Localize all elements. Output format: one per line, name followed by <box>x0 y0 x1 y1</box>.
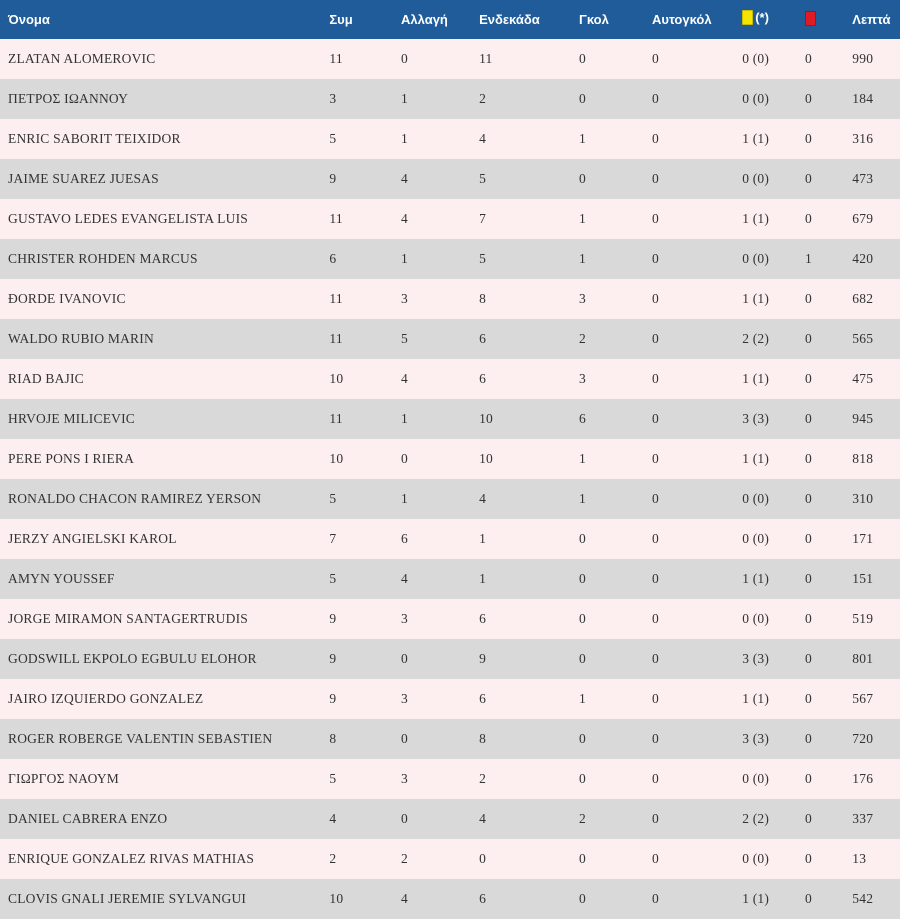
player-own-goals: 0 <box>644 719 734 759</box>
player-starts: 4 <box>471 799 571 839</box>
player-substitutions: 5 <box>393 319 471 359</box>
player-appearances: 11 <box>321 319 393 359</box>
player-name: PERE PONS I RIERA <box>0 439 321 479</box>
player-own-goals: 0 <box>644 199 734 239</box>
table-row[interactable] <box>0 879 900 919</box>
player-name: ROGER ROBERGE VALENTIN SEBASTIEN <box>0 719 321 759</box>
player-minutes: 679 <box>844 199 900 239</box>
player-own-goals: 0 <box>644 399 734 439</box>
player-appearances: 9 <box>321 599 393 639</box>
player-appearances: 2 <box>321 839 393 879</box>
player-yellow-cards: 0 (0) <box>734 159 797 199</box>
player-red-cards: 0 <box>797 759 844 799</box>
player-goals: 0 <box>571 879 644 919</box>
red-card-icon <box>805 11 816 26</box>
player-name: WALDO RUBIO MARIN <box>0 319 321 359</box>
player-red-cards: 0 <box>797 279 844 319</box>
player-red-cards: 0 <box>797 79 844 119</box>
player-starts: 7 <box>471 199 571 239</box>
player-goals: 0 <box>571 639 644 679</box>
player-appearances: 5 <box>321 119 393 159</box>
player-name: JERZY ANGIELSKI KAROL <box>0 519 321 559</box>
player-own-goals: 0 <box>644 239 734 279</box>
table-row[interactable] <box>0 279 900 319</box>
player-yellow-cards: 0 (0) <box>734 39 797 79</box>
player-goals: 1 <box>571 119 644 159</box>
player-minutes: 13 <box>844 839 900 879</box>
player-own-goals: 0 <box>644 479 734 519</box>
player-yellow-cards: 1 (1) <box>734 359 797 399</box>
player-own-goals: 0 <box>644 159 734 199</box>
player-appearances: 11 <box>321 399 393 439</box>
player-own-goals: 0 <box>644 839 734 879</box>
player-minutes: 565 <box>844 319 900 359</box>
player-starts: 11 <box>471 39 571 79</box>
player-yellow-cards: 2 (2) <box>734 319 797 359</box>
player-starts: 8 <box>471 719 571 759</box>
player-goals: 2 <box>571 319 644 359</box>
player-substitutions: 4 <box>393 359 471 399</box>
player-yellow-cards: 3 (3) <box>734 639 797 679</box>
player-red-cards: 0 <box>797 879 844 919</box>
player-minutes: 542 <box>844 879 900 919</box>
player-name: ENRIQUE GONZALEZ RIVAS MATHIAS <box>0 839 321 879</box>
player-appearances: 6 <box>321 239 393 279</box>
player-name: GODSWILL EKPOLO EGBULU ELOHOR <box>0 639 321 679</box>
player-name: RIAD BAJIC <box>0 359 321 399</box>
player-substitutions: 4 <box>393 199 471 239</box>
player-minutes: 184 <box>844 79 900 119</box>
player-yellow-cards: 3 (3) <box>734 399 797 439</box>
player-substitutions: 1 <box>393 479 471 519</box>
player-starts: 6 <box>471 599 571 639</box>
player-yellow-cards: 0 (0) <box>734 479 797 519</box>
player-name: ΓΙΩΡΓΟΣ ΝΑΟΥΜ <box>0 759 321 799</box>
column-header-minutes[interactable]: Λεπτά <box>844 0 900 39</box>
player-own-goals: 0 <box>644 759 734 799</box>
table-row[interactable] <box>0 479 900 519</box>
player-minutes: 151 <box>844 559 900 599</box>
player-appearances: 8 <box>321 719 393 759</box>
player-substitutions: 1 <box>393 399 471 439</box>
column-header-appearances[interactable]: Συμ <box>321 0 393 39</box>
table-row[interactable] <box>0 359 900 399</box>
player-minutes: 310 <box>844 479 900 519</box>
player-starts: 1 <box>471 559 571 599</box>
player-yellow-cards: 0 (0) <box>734 599 797 639</box>
player-substitutions: 1 <box>393 119 471 159</box>
player-starts: 6 <box>471 879 571 919</box>
player-goals: 1 <box>571 239 644 279</box>
player-name: ΠΕΤΡΟΣ ΙΩΑΝΝΟΥ <box>0 79 321 119</box>
player-appearances: 5 <box>321 759 393 799</box>
player-red-cards: 0 <box>797 199 844 239</box>
player-name: ZLATAN ALOMEROVIC <box>0 39 321 79</box>
player-yellow-cards: 0 (0) <box>734 79 797 119</box>
table-row[interactable] <box>0 759 900 799</box>
table-row[interactable] <box>0 319 900 359</box>
player-goals: 0 <box>571 719 644 759</box>
player-own-goals: 0 <box>644 279 734 319</box>
player-minutes: 990 <box>844 39 900 79</box>
player-substitutions: 0 <box>393 439 471 479</box>
yellow-card-icon <box>742 10 753 25</box>
player-substitutions: 4 <box>393 159 471 199</box>
table-row[interactable] <box>0 439 900 479</box>
player-goals: 3 <box>571 279 644 319</box>
player-own-goals: 0 <box>644 679 734 719</box>
player-appearances: 11 <box>321 39 393 79</box>
column-header-name[interactable]: Όνομα <box>0 0 321 39</box>
player-appearances: 5 <box>321 559 393 599</box>
player-red-cards: 0 <box>797 439 844 479</box>
player-substitutions: 0 <box>393 719 471 759</box>
player-goals: 1 <box>571 439 644 479</box>
table-row[interactable] <box>0 839 900 879</box>
player-own-goals: 0 <box>644 119 734 159</box>
player-yellow-cards: 3 (3) <box>734 719 797 759</box>
table-row[interactable] <box>0 719 900 759</box>
player-goals: 2 <box>571 799 644 839</box>
player-red-cards: 0 <box>797 599 844 639</box>
player-red-cards: 0 <box>797 679 844 719</box>
player-goals: 0 <box>571 79 644 119</box>
player-appearances: 10 <box>321 439 393 479</box>
player-own-goals: 0 <box>644 519 734 559</box>
table-row[interactable] <box>0 559 900 599</box>
column-header-red-cards[interactable] <box>797 0 844 39</box>
player-minutes: 337 <box>844 799 900 839</box>
player-appearances: 11 <box>321 279 393 319</box>
table-row[interactable] <box>0 159 900 199</box>
player-yellow-cards: 1 (1) <box>734 879 797 919</box>
player-goals: 1 <box>571 199 644 239</box>
player-minutes: 567 <box>844 679 900 719</box>
table-row[interactable] <box>0 119 900 159</box>
player-goals: 0 <box>571 559 644 599</box>
player-starts: 2 <box>471 79 571 119</box>
player-goals: 1 <box>571 479 644 519</box>
player-goals: 3 <box>571 359 644 399</box>
player-name: JAIRO IZQUIERDO GONZALEZ <box>0 679 321 719</box>
player-own-goals: 0 <box>644 879 734 919</box>
player-starts: 5 <box>471 239 571 279</box>
player-goals: 0 <box>571 839 644 879</box>
player-red-cards: 1 <box>797 239 844 279</box>
player-name: CHRISTER ROHDEN MARCUS <box>0 239 321 279</box>
player-starts: 9 <box>471 639 571 679</box>
player-red-cards: 0 <box>797 839 844 879</box>
player-appearances: 11 <box>321 199 393 239</box>
player-minutes: 519 <box>844 599 900 639</box>
player-appearances: 9 <box>321 159 393 199</box>
player-starts: 1 <box>471 519 571 559</box>
player-substitutions: 1 <box>393 239 471 279</box>
player-minutes: 475 <box>844 359 900 399</box>
player-goals: 0 <box>571 759 644 799</box>
table-header-row <box>0 0 900 39</box>
player-goals: 0 <box>571 519 644 559</box>
player-starts: 6 <box>471 359 571 399</box>
table-row[interactable] <box>0 399 900 439</box>
player-yellow-cards: 0 (0) <box>734 519 797 559</box>
player-name: HRVOJE MILICEVIC <box>0 399 321 439</box>
player-goals: 6 <box>571 399 644 439</box>
player-appearances: 4 <box>321 799 393 839</box>
player-starts: 10 <box>471 399 571 439</box>
player-substitutions: 0 <box>393 799 471 839</box>
player-own-goals: 0 <box>644 359 734 399</box>
player-own-goals: 0 <box>644 559 734 599</box>
player-appearances: 7 <box>321 519 393 559</box>
player-substitutions: 3 <box>393 759 471 799</box>
player-name: JAIME SUAREZ JUESAS <box>0 159 321 199</box>
player-starts: 4 <box>471 479 571 519</box>
player-goals: 0 <box>571 159 644 199</box>
player-appearances: 5 <box>321 479 393 519</box>
player-starts: 2 <box>471 759 571 799</box>
player-red-cards: 0 <box>797 519 844 559</box>
player-yellow-cards: 0 (0) <box>734 839 797 879</box>
player-minutes: 171 <box>844 519 900 559</box>
player-red-cards: 0 <box>797 479 844 519</box>
player-minutes: 473 <box>844 159 900 199</box>
player-substitutions: 6 <box>393 519 471 559</box>
column-header-goals[interactable]: Γκολ <box>571 0 644 39</box>
player-own-goals: 0 <box>644 39 734 79</box>
table-row[interactable] <box>0 519 900 559</box>
player-starts: 5 <box>471 159 571 199</box>
player-starts: 6 <box>471 319 571 359</box>
player-goals: 0 <box>571 599 644 639</box>
player-starts: 0 <box>471 839 571 879</box>
player-own-goals: 0 <box>644 799 734 839</box>
player-minutes: 945 <box>844 399 900 439</box>
player-yellow-cards: 2 (2) <box>734 799 797 839</box>
table-row[interactable] <box>0 639 900 679</box>
player-substitutions: 3 <box>393 679 471 719</box>
player-appearances: 10 <box>321 359 393 399</box>
player-name: RONALDO CHACON RAMIREZ YERSON <box>0 479 321 519</box>
player-yellow-cards: 1 (1) <box>734 199 797 239</box>
player-goals: 0 <box>571 39 644 79</box>
player-own-goals: 0 <box>644 639 734 679</box>
column-header-yellow-cards-label: (*) <box>755 10 769 25</box>
player-red-cards: 0 <box>797 159 844 199</box>
table-row[interactable] <box>0 799 900 839</box>
player-name: JORGE MIRAMON SANTAGERTRUDIS <box>0 599 321 639</box>
table-row[interactable] <box>0 39 900 79</box>
player-yellow-cards: 1 (1) <box>734 279 797 319</box>
player-yellow-cards: 0 (0) <box>734 239 797 279</box>
player-name: AMYN YOUSSEF <box>0 559 321 599</box>
column-header-substitutions[interactable]: Αλλαγή <box>393 0 471 39</box>
player-name: DANIEL CABRERA ENZO <box>0 799 321 839</box>
column-header-own-goals[interactable]: Αυτογκόλ <box>644 0 734 39</box>
player-starts: 4 <box>471 119 571 159</box>
player-minutes: 682 <box>844 279 900 319</box>
player-appearances: 9 <box>321 639 393 679</box>
player-yellow-cards: 0 (0) <box>734 759 797 799</box>
player-red-cards: 0 <box>797 799 844 839</box>
player-substitutions: 3 <box>393 599 471 639</box>
table-row[interactable] <box>0 79 900 119</box>
player-red-cards: 0 <box>797 319 844 359</box>
player-minutes: 720 <box>844 719 900 759</box>
player-starts: 10 <box>471 439 571 479</box>
player-goals: 1 <box>571 679 644 719</box>
table-row[interactable] <box>0 199 900 239</box>
player-substitutions: 4 <box>393 559 471 599</box>
player-substitutions: 0 <box>393 39 471 79</box>
table-row[interactable] <box>0 679 900 719</box>
player-minutes: 176 <box>844 759 900 799</box>
player-own-goals: 0 <box>644 319 734 359</box>
player-name: CLOVIS GNALI JEREMIE SYLVANGUI <box>0 879 321 919</box>
player-own-goals: 0 <box>644 439 734 479</box>
player-appearances: 9 <box>321 679 393 719</box>
player-red-cards: 0 <box>797 39 844 79</box>
player-red-cards: 0 <box>797 399 844 439</box>
player-starts: 8 <box>471 279 571 319</box>
player-red-cards: 0 <box>797 639 844 679</box>
table-row[interactable] <box>0 239 900 279</box>
table-row[interactable] <box>0 599 900 639</box>
column-header-starting-eleven[interactable]: Ενδεκάδα <box>471 0 571 39</box>
player-name: GUSTAVO LEDES EVANGELISTA LUIS <box>0 199 321 239</box>
player-appearances: 3 <box>321 79 393 119</box>
player-yellow-cards: 1 (1) <box>734 559 797 599</box>
player-own-goals: 0 <box>644 599 734 639</box>
player-red-cards: 0 <box>797 119 844 159</box>
player-yellow-cards: 1 (1) <box>734 439 797 479</box>
player-substitutions: 4 <box>393 879 471 919</box>
table-body <box>0 39 900 919</box>
player-minutes: 316 <box>844 119 900 159</box>
player-substitutions: 2 <box>393 839 471 879</box>
table-header <box>0 0 900 39</box>
player-starts: 6 <box>471 679 571 719</box>
player-yellow-cards: 1 (1) <box>734 679 797 719</box>
player-substitutions: 0 <box>393 639 471 679</box>
player-red-cards: 0 <box>797 559 844 599</box>
player-name: ENRIC SABORIT TEIXIDOR <box>0 119 321 159</box>
player-minutes: 420 <box>844 239 900 279</box>
player-minutes: 801 <box>844 639 900 679</box>
player-yellow-cards: 1 (1) <box>734 119 797 159</box>
player-appearances: 10 <box>321 879 393 919</box>
player-red-cards: 0 <box>797 359 844 399</box>
player-own-goals: 0 <box>644 79 734 119</box>
player-red-cards: 0 <box>797 719 844 759</box>
column-header-yellow-cards[interactable] <box>734 0 797 39</box>
player-substitutions: 1 <box>393 79 471 119</box>
player-substitutions: 3 <box>393 279 471 319</box>
player-name: ĐORDE IVANOVIC <box>0 279 321 319</box>
player-minutes: 818 <box>844 439 900 479</box>
